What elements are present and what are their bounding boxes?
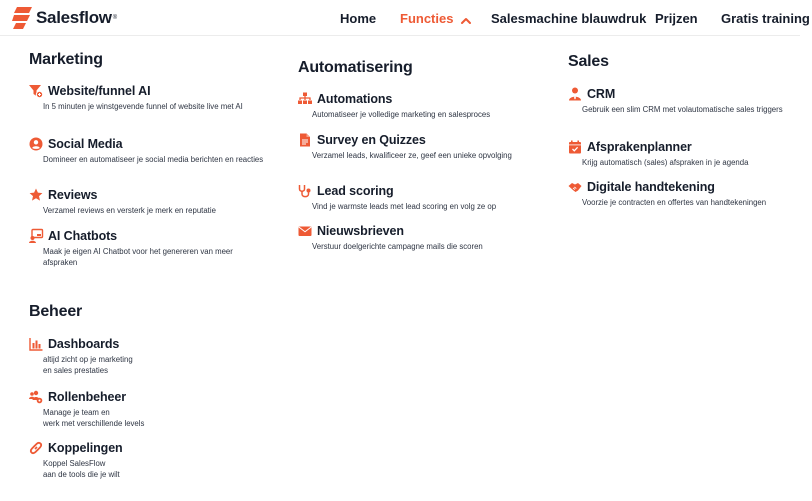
calendar-check-icon bbox=[568, 140, 582, 154]
menu-item-nieuwsbrieven[interactable] bbox=[298, 223, 538, 253]
section-title-marketing: Marketing bbox=[29, 51, 103, 68]
stethoscope-icon bbox=[298, 184, 312, 198]
menu-item-title: Koppelingen bbox=[48, 441, 123, 455]
menu-item-title: Afsprakenplanner bbox=[587, 140, 692, 154]
section-title-automatisering: Automatisering bbox=[298, 59, 413, 76]
nav-home[interactable]: Home bbox=[340, 11, 377, 26]
salesflow-logo[interactable] bbox=[13, 7, 117, 29]
menu-item-afsprakenplanner[interactable] bbox=[568, 139, 808, 169]
menu-item-description: Verzamel reviews en versterk je merk en reputatie bbox=[43, 206, 216, 215]
chart-bar-icon bbox=[29, 337, 43, 351]
funnel-icon bbox=[29, 84, 43, 98]
menu-item-koppelingen[interactable] bbox=[29, 440, 269, 480]
menu-item-description: altijd zicht op je marketing en sales prestaties bbox=[43, 355, 133, 375]
menu-item-website-funnel-ai[interactable] bbox=[29, 83, 269, 113]
menu-item-title: Social Media bbox=[48, 137, 123, 151]
nav-gratis-training[interactable]: Gratis training bbox=[721, 11, 810, 26]
menu-item-description: In 5 minuten je winstgevende funnel of website live met AI bbox=[43, 102, 243, 111]
menu-item-description: Verstuur doelgerichte campagne mails die scoren bbox=[312, 242, 483, 251]
menu-item-description: Krijg automatisch (sales) afspraken in je agenda bbox=[582, 158, 749, 167]
menu-item-title: Automations bbox=[317, 92, 393, 106]
menu-item-description: Voorzie je contracten en offertes van handtekeningen bbox=[582, 198, 767, 207]
handshake-icon bbox=[568, 180, 582, 194]
menu-item-title: Dashboards bbox=[48, 337, 120, 351]
section-title-sales: Sales bbox=[568, 53, 609, 70]
menu-item-title: Reviews bbox=[48, 188, 98, 202]
menu-item-title: CRM bbox=[587, 87, 616, 101]
menu-item-description: Verzamel leads, kwalificeer ze, geef een unieke opvolging bbox=[312, 151, 512, 160]
user-tie-icon bbox=[568, 87, 582, 101]
chevron-up-icon bbox=[461, 12, 471, 27]
menu-item-dashboards[interactable] bbox=[29, 336, 269, 376]
menu-item-lead-scoring[interactable] bbox=[298, 183, 538, 213]
top-navigation bbox=[0, 0, 810, 36]
menu-item-title: Digitale handtekening bbox=[587, 180, 715, 194]
menu-item-description: Automatiseer je volledige marketing en salesproces bbox=[312, 110, 491, 119]
salesflow-logo-icon bbox=[13, 7, 33, 29]
menu-item-description: Domineer en automatiseer je social media berichten en reacties bbox=[43, 155, 264, 164]
document-icon bbox=[298, 133, 312, 147]
menu-item-description: Vind je warmste leads met lead scoring en volg ze op bbox=[312, 202, 497, 211]
star-icon bbox=[29, 188, 43, 202]
menu-item-title: AI Chatbots bbox=[48, 229, 118, 243]
users-cog-icon bbox=[29, 390, 43, 404]
menu-item-title: Website/funnel AI bbox=[48, 84, 151, 98]
brand-name: Salesflow bbox=[36, 8, 112, 27]
menu-item-title: Rollenbeheer bbox=[48, 390, 126, 404]
menu-item-title: Nieuwsbrieven bbox=[317, 224, 404, 238]
envelope-icon bbox=[298, 224, 312, 238]
nav-prijzen[interactable]: Prijzen bbox=[655, 11, 698, 26]
link-icon bbox=[29, 441, 43, 455]
brand-registered-mark: ® bbox=[112, 15, 118, 21]
menu-item-digitale-handtekening[interactable] bbox=[568, 179, 808, 209]
nav-functies[interactable] bbox=[400, 11, 471, 27]
nav-salesmachine-blauwdruk[interactable]: Salesmachine blauwdruk bbox=[491, 11, 647, 26]
menu-item-description: Gebruik een slim CRM met volautomatische sales triggers bbox=[582, 105, 783, 114]
menu-item-rollenbeheer[interactable] bbox=[29, 389, 269, 429]
menu-item-automations[interactable] bbox=[298, 91, 538, 121]
chatbot-icon bbox=[29, 229, 43, 243]
menu-item-title: Survey en Quizzes bbox=[317, 133, 426, 147]
menu-item-crm[interactable] bbox=[568, 86, 808, 116]
menu-item-reviews[interactable] bbox=[29, 187, 269, 217]
menu-item-social-media[interactable] bbox=[29, 136, 269, 166]
menu-item-description: Koppel SalesFlow aan de tools die je wilt bbox=[43, 459, 120, 479]
menu-item-description: Manage je team en werk met verschillende levels bbox=[43, 408, 145, 428]
nav-functies-label: Functies bbox=[400, 11, 454, 26]
user-circle-icon bbox=[29, 137, 43, 151]
menu-item-description: Maak je eigen AI Chatbot voor het genereren van meer afspraken bbox=[43, 247, 233, 267]
section-title-beheer: Beheer bbox=[29, 303, 83, 320]
menu-item-title: Lead scoring bbox=[317, 184, 394, 198]
menu-item-ai-chatbots[interactable] bbox=[29, 228, 269, 268]
sitemap-icon bbox=[298, 92, 312, 106]
menu-item-survey-en-quizzes[interactable] bbox=[298, 132, 538, 162]
